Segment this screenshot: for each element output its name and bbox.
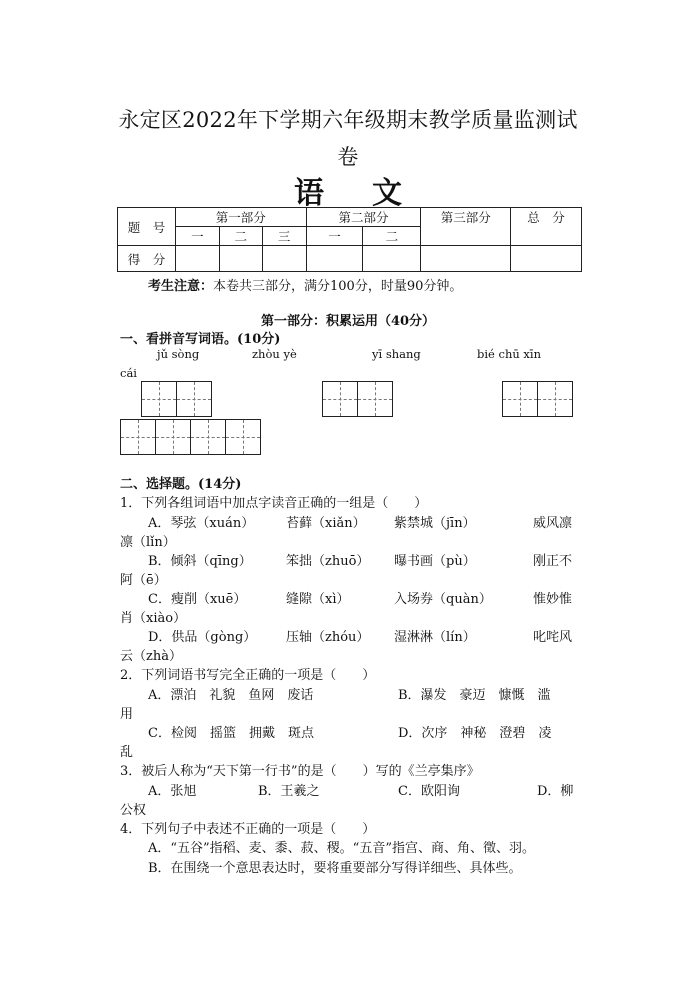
score-table-sub: 三 — [262, 227, 306, 246]
q2-1-option-d-3: 湿淋淋（lín） — [394, 630, 476, 645]
tianzi-box[interactable] — [176, 381, 212, 417]
q2-3-option-c: C．欧阳询 — [398, 784, 460, 799]
pinyin-2: zhòu yè — [252, 347, 297, 361]
score-cell[interactable] — [306, 246, 363, 272]
tianzi-box[interactable] — [190, 419, 226, 455]
q2-1-option-d-2: 压轴（zhóu） — [286, 630, 370, 645]
tianzi-box[interactable] — [537, 381, 573, 417]
tianzi-box[interactable] — [225, 419, 261, 455]
pinyin-4: bié chū xīn — [477, 347, 541, 361]
q2-1-option-a-4: 威风凛 — [533, 516, 573, 531]
q2-3-option-b: B．王羲之 — [258, 784, 320, 799]
q2-heading: 二、选择题。(14分) — [120, 477, 242, 492]
q2-1-option-b-3: 曝书画（pù） — [394, 554, 476, 569]
q2-1-option-d-4: 叱咤风 — [533, 630, 573, 645]
notice-text: 本卷共三部分，满分100分，时量90分钟。 — [213, 279, 463, 294]
q2-4-option-b: B．在围绕一个意思表达时，要将重要部分写得详细些、具体些。 — [148, 861, 522, 876]
q2-1-option-c: C．瘦削（xuē） — [148, 592, 247, 607]
q2-1-option-c-2: 缝隙（xì） — [286, 592, 350, 607]
score-table-sub: 二 — [363, 227, 421, 246]
score-table-sub: 一 — [306, 227, 363, 246]
pinyin-3: yī shang — [372, 347, 421, 361]
q2-1-option-c-4: 惟妙惟 — [533, 592, 573, 607]
q2-1-option-b: B．倾斜（qīng） — [148, 554, 252, 569]
exam-title: 永定区2022年下学期六年级期末教学质量监测试 — [118, 108, 578, 132]
writing-grid-4[interactable] — [121, 419, 261, 455]
tianzi-box[interactable] — [141, 381, 177, 417]
notice-label: 考生注意： — [148, 279, 214, 294]
q2-1-option-c-3: 入场券（quàn） — [394, 592, 492, 607]
tianzi-box[interactable] — [155, 419, 191, 455]
score-table-sub: 二 — [219, 227, 262, 246]
writing-grid-1[interactable] — [142, 381, 212, 417]
q2-1-option-b-2: 笨拙（zhuō） — [286, 554, 370, 569]
pinyin-1: jǔ sòng — [157, 347, 200, 361]
q2-4-stem: 4．下列句子中表述不正确的一项是（ ） — [120, 822, 376, 837]
writing-grid-2[interactable] — [323, 381, 393, 417]
score-table-total: 总 分 — [511, 208, 582, 246]
score-cell[interactable] — [262, 246, 306, 272]
writing-grid-3[interactable] — [503, 381, 573, 417]
score-cell[interactable] — [511, 246, 582, 272]
q2-3-stem: 3．被后人称为“天下第一行书”的是（ ）写的《兰亭集序》 — [120, 764, 480, 779]
score-cell[interactable] — [175, 246, 219, 272]
score-table — [117, 207, 582, 272]
score-table-header-question: 题 号 — [118, 208, 176, 246]
q2-1-stem: 1．下列各组词语中加点字读音正确的一组是（ ） — [120, 496, 428, 511]
q2-2-stem: 2．下列词语书写完全正确的一项是（ ） — [120, 668, 376, 683]
q2-2-option-d-cont: 乱 — [120, 745, 134, 760]
part1-heading: 第一部分：积累运用（40分） — [260, 314, 436, 329]
exam-title-continued: 卷 — [337, 145, 359, 169]
q2-2-option-d: D．次序 神秘 澄碧 凌 — [398, 726, 552, 741]
score-cell[interactable] — [421, 246, 511, 272]
q2-1-option-a-2: 苔藓（xiǎn） — [286, 516, 366, 531]
score-table-part3: 第三部分 — [421, 208, 511, 246]
q2-2-option-b-cont: 用 — [120, 707, 134, 722]
subject-title: 语文 — [294, 176, 450, 211]
q2-1-option-c-cont: 肖（xiào） — [120, 611, 187, 626]
q2-2-option-b: B．瀑发 豪迈 慷慨 滥 — [398, 688, 551, 703]
pinyin-4-continued: cái — [120, 366, 137, 380]
score-cell[interactable] — [219, 246, 262, 272]
score-table-score-label: 得 分 — [118, 246, 176, 272]
tianzi-box[interactable] — [120, 419, 156, 455]
score-table-sub: 一 — [175, 227, 219, 246]
score-table-part2: 第二部分 — [306, 208, 421, 227]
score-cell[interactable] — [363, 246, 421, 272]
q2-1-option-b-4: 刚正不 — [533, 554, 573, 569]
q2-4-option-a: A．“五谷”指稻、麦、黍、菽、稷。“五音”指宫、商、角、徵、羽。 — [148, 841, 535, 856]
q2-2-option-c: C．检阅 摇篮 拥戴 斑点 — [148, 726, 314, 741]
q2-1-option-a-cont: 凛（lǐn） — [120, 535, 176, 550]
tianzi-box[interactable] — [357, 381, 393, 417]
q2-2-option-a: A．漂泊 礼貌 鱼网 废话 — [148, 688, 314, 703]
q2-1-option-a-3: 紫禁城（jīn） — [394, 516, 476, 531]
tianzi-box[interactable] — [502, 381, 538, 417]
q2-1-option-b-cont: 阿（ē） — [120, 573, 167, 588]
exam-notice — [148, 275, 462, 294]
q2-1-option-d: D．供品（gòng） — [148, 630, 257, 645]
q2-1-option-a: A．琴弦（xuán） — [148, 516, 255, 531]
score-table-part1: 第一部分 — [175, 208, 306, 227]
q2-3-option-d: D．柳 — [537, 784, 574, 799]
tianzi-box[interactable] — [322, 381, 358, 417]
q2-1-option-d-cont: 云（zhà） — [120, 649, 182, 664]
q1-heading: 一、看拼音写词语。(10分) — [120, 332, 281, 347]
q2-3-option-d-cont: 公权 — [120, 803, 147, 818]
q2-3-option-a: A．张旭 — [148, 784, 197, 799]
